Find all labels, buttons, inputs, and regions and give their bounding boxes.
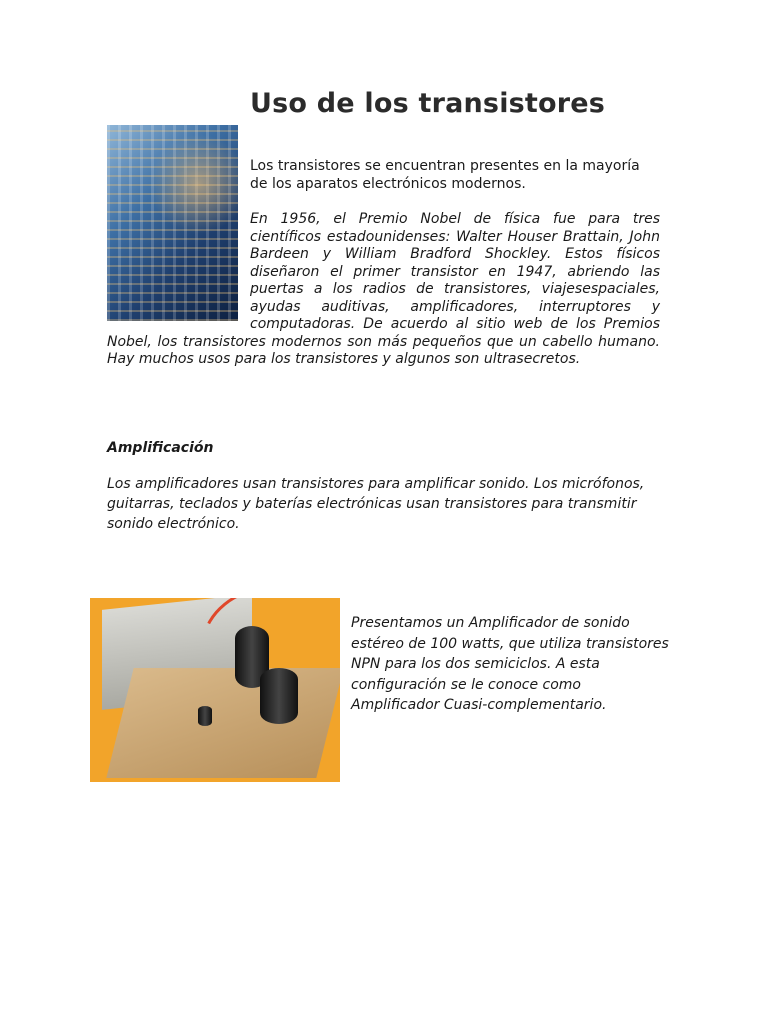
page-title: Uso de los transistores: [250, 88, 606, 119]
transistor-chip-image: [107, 125, 238, 321]
amplification-paragraph: Los amplificadores usan transistores para amplificar sonido. Los micrófonos, guitarras, teclados y baterías electrónicas usan transistores para transmitir sonido electrónico.: [107, 476, 645, 532]
amplifier-caption: Presentamos un Amplificador de sonido estéreo de 100 watts, que utiliza transistores NPN para los dos semiciclos. A esta configuración se le conoce como Amplificador Cuasi-complementario.: [351, 615, 669, 713]
amplifier-circuit-image: [90, 598, 340, 782]
intro-block: [107, 125, 660, 369]
nobel-paragraph: En 1956, el Premio Nobel de física fue para tres científicos estadounidenses: Walter Houser Brattain, John Bardeen y William Bradford Shockley. Estos físicos diseñaron el primer transistor en 1947, abriendo las puertas a los radios de transistores, viajesespaciales, ayudas auditivas, amplificadores, interruptores y computadoras. De acuerdo al sitio web de los Premios Nobel, los transistores modernos son más pequeños que un cabello humano. Hay muchos usos para los transistores y algunos son ultrasecretos.: [107, 211, 660, 367]
capacitor-shape: [198, 706, 212, 726]
amplification-heading: Amplificación: [107, 440, 214, 456]
intro-paragraph: Los transistores se encuentran presentes en la mayoría de los aparatos electrónicos modernos.: [250, 158, 640, 192]
